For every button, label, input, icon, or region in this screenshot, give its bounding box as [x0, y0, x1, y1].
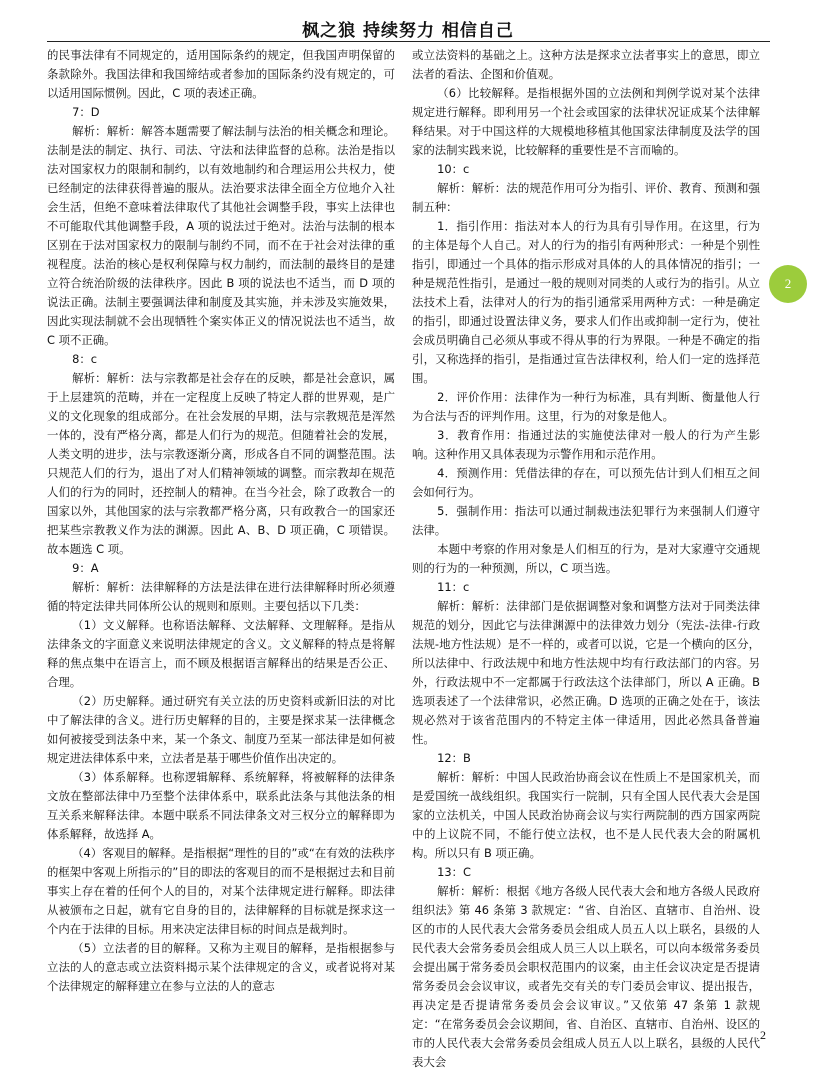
paragraph: 5．强制作用：指法可以通过制裁违法犯罪行为来强制人们遵守法律。 [412, 504, 760, 537]
paragraph: 解析：解析：中国人民政治协商会议在性质上不是国家机关，而是爱国统一战线组织。我国实行一院制，只有全国人民代表大会是国家的立法机关，中国人民政治协商会议与实行两院制的西方国家两院中的上议院不同，不能行使立法权，也不是人民代表大会的附属机构。所以只有 B 项正确。 [412, 770, 760, 860]
paragraph: 解析：解析：根据《地方各级人民代表大会和地方各级人民政府组织法》第 46 条第 3 款规定：“省、自治区、直辖市、自治州、设区的市的人民代表大会常务委员会组成人员五人以上联名，县级的人民代表大会常务委员会组成人员三人以上联名，可以向本级常务委员会提出属于常务委员会职权范围内的议案，由主任会议决定是否提请常务委员会会议审议，或者先交有关的专门委员会审议、提出报告，再决定是否提请常务委员会会议审议。”又依第 47 条第 1 款规定：“在常务委员会会议期间，省、自治区、直辖市、自治州、设区的市的人民代表大会常务委员会组成人员五人以上联名，县级的人民代表大会 [412, 884, 760, 1069]
page-header-title: 枫之狼 持续努力 相信自己 [302, 21, 514, 41]
answer-label: 10：c [437, 162, 470, 176]
answer-label: 8：c [72, 352, 97, 366]
paragraph: （3）体系解释。也称逻辑解释、系统解释，将被解释的法律条文放在整部法律中乃至整个法律体系中，联系此法条与其他法条的相互关系来解释法律。本题中联系不同法律条文对三权分立的解释即为体系解释，故选择 A。 [47, 770, 395, 841]
paragraph: 解析：解析：法律解释的方法是法律在进行法律解释时所必须遵循的特定法律共同体所公认的规则和原则。主要包括以下几类： [47, 580, 395, 613]
paragraph: 本题中考察的作用对象是人们相互的行为，是对大家遵守交通规则的行为的一种预测，所以，C 项当选。 [412, 542, 760, 575]
paragraph: 解析：解析：法律部门是依据调整对象和调整方法对于同类法律规范的划分，因此它与法律渊源中的法律效力划分（宪法-法律-行政法规-地方性法规）是不一样的，或者可以说，它是一个横向的区分，所以法律中、行政法规中和地方性法规中均有行政法部门的内容。另外，行政法规中不一定都属于行政法这个法律部门，所以 A 正确。B 选项表述了一个法律常识，必然正确。D 选项的正确之处在于，该法规必然对于该省范围内的不特定主体一律适用，因此必然具备普遍性。 [412, 599, 760, 746]
left-text-column [47, 46, 395, 996]
paragraph: 解析：解析：解答本题需要了解法制与法治的相关概念和理论。法制是法的制定、执行、司法、守法和法律监督的总称。法治是指以法对国家权力的限制和制约，以有效地制约和合理运用公共权力，使已经制定的法律获得普遍的服从。法治要求法律全面全方位地介入社会生活，但绝不意味着法律取代了其他社会调整手段，事实上法律也不可能取代其他调整手段，A 项的说法过于绝对。法治与法制的根本区别在于法对国家权力的限制与制约不同，而不在于社会对法律的重视程度。法治的核心是权利保障与权力制约，而法制的最终目的是建立符合统治阶级的法律秩序。因此 B 项的说法也不适当，而 D 项的说法正确。法制主要强调法律和制度及其实施，并未涉及实施效果，因此实现法制就不会出现牺牲个案实体正义的情况说法也不适当，故 C 项不正确。 [47, 124, 395, 347]
page-side-badge: 2 [769, 265, 807, 303]
answer-label: 9：A [72, 561, 99, 575]
answer-label: 7：D [72, 105, 100, 119]
paragraph: （5）立法者的目的解释。又称为主观目的解释，是指根据参与立法的人的意志或立法资料揭示某个法律规定的含义，或者说将对某个法律规定的解释建立在参与立法的人的意志 [47, 941, 395, 993]
answer-label: 12：B [437, 751, 471, 765]
paragraph: （1）文义解释。也称语法解释、文法解释、文理解释。是指从法律条文的字面意义来说明法律规定的含义。文义解释的特点是将解释的焦点集中在语言上，而不顾及根据语言解释出的结果是否公正、合理。 [47, 618, 395, 689]
answer-label: 13：C [437, 865, 471, 879]
paragraph: 1．指引作用：指法对本人的行为具有引导作用。在这里，行为的主体是每个人自己。对人的行为的指引有两种形式：一种是个别性指引，即通过一个具体的指示形成对具体的人的具体情况的指引；一种是规范性指引，是通过一般的规则对同类的人或行为的指引。从立法技术上看，法律对人的行为的指引通常采用两种方式：一种是确定的指引，即通过设置法律义务，要求人们作出或抑制一定行为，使社会成员明确自己必须从事或不得从事的行为界限。一种是不确定的指引，又称选择的指引，是指通过宣告法律权利，给人们一定的选择范围。 [412, 219, 760, 385]
paragraph: 解析：解析：法与宗教都是社会存在的反映，都是社会意识，属于上层建筑的范畴，并在一定程度上反映了特定人群的世界观，是广义的文化现象的组成部分。在社会发展的早期，法与宗教规范是浑然一体的，没有严格分离，都是人们行为的规范。但随着社会的发展，人类文明的进步，法与宗教逐渐分离，形成各自不同的调整范围。法只规范人们的行为，退出了对人们精神领域的调整。而宗教却在规范人们的行为的同时，还控制人的精神。在当今社会，除了政教合一的国家以外，其他国家的法与宗教都严格分离，只有政教合一的国家还把某些宗教教义作为法的渊源。因此 A、B、D 项正确，C 项错误。故本题选 C 项。 [47, 371, 395, 556]
answer-label: 11：c [437, 580, 470, 594]
paragraph: 3．教育作用：指通过法的实施使法律对一般人的行为产生影响。这种作用又具体表现为示警作用和示范作用。 [412, 428, 760, 461]
paragraph: （6）比较解释。是指根据外国的立法例和判例学说对某个法律规定进行解释。即利用另一个社会或国家的法律状况证成某个法律解释结果。对于中国这样的大规模地移植其他国家法律制度及法学的国家的法制实践来说，比较解释的重要性是不言而喻的。 [412, 86, 760, 157]
paragraph: 4．预测作用：凭借法律的存在，可以预先估计到人们相互之间会如何行为。 [412, 466, 760, 499]
paragraph: 或立法资料的基础之上。这种方法是探求立法者事实上的意思，即立法者的看法、企图和价值观。 [412, 48, 760, 81]
paragraph: 2．评价作用：法律作为一种行为标准，具有判断、衡量他人行为合法与否的评判作用。这里，行为的对象是他人。 [412, 390, 760, 423]
page-number: 2 [760, 1028, 766, 1042]
paragraph: 的民事法律有不同规定的，适用国际条约的规定，但我国声明保留的条款除外。我国法律和我国缔结或者参加的国际条约没有规定的，可以适用国际惯例。因此，C 项的表述正确。 [47, 48, 395, 100]
paragraph: （2）历史解释。通过研究有关立法的历史资料或新旧法的对比中了解法律的含义。进行历史解释的目的，主要是探求某一法律概念如何被接受到法条中来，某一个条文、制度乃至某一部法律是如何被规定进法律体系中来，立法者是基于哪些价值作出决定的。 [47, 694, 395, 765]
paragraph: 解析：解析：法的规范作用可分为指引、评价、教育、预测和强制五种： [412, 181, 760, 214]
header-divider [47, 41, 770, 42]
right-text-column [412, 46, 760, 1072]
paragraph: （4）客观目的解释。是指根据“理性的目的”或“在有效的法秩序的框架中客观上所指示的”目的即法的客观目的而不是根据过去和目前事实上存在着的任何个人的目的，对某个法律规定进行解释。即法律从被颁布之日起，就有它自身的目的，法律解释的目标就是探求这一个内在于法律的目标。用来决定法律目标的时间点是裁判时。 [47, 846, 395, 936]
